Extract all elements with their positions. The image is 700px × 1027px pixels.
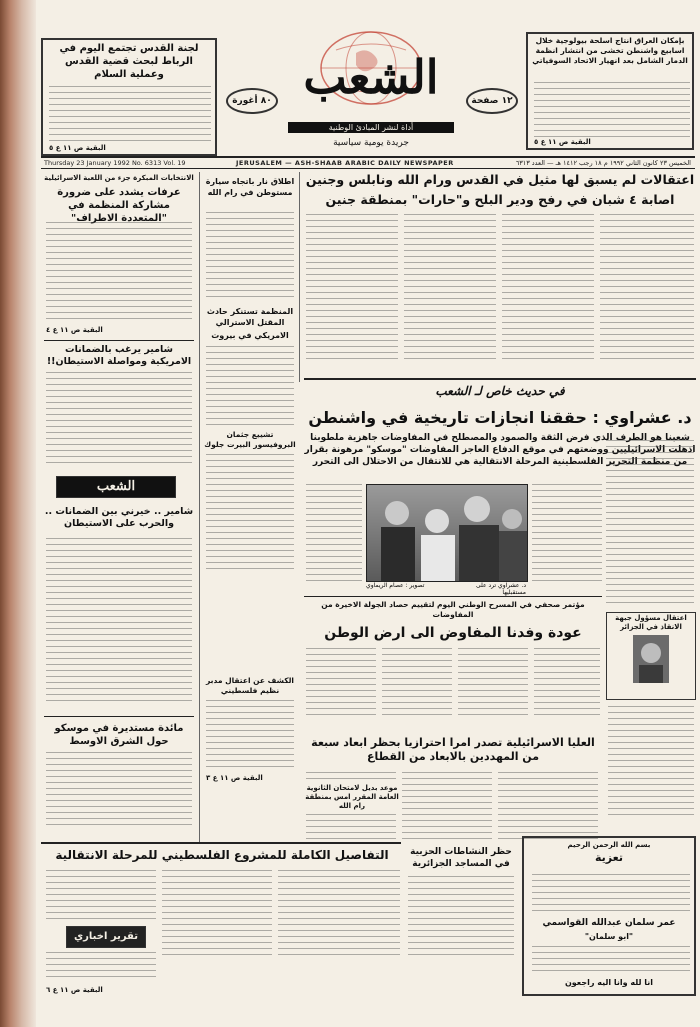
teaser-right: [526, 32, 694, 150]
court-headline: العليا الاسرائيلية تصدر امرا احترازيا بحظر ابعاد سبعة من المهددين بالابعاد من القطاع: [311, 736, 595, 763]
right-col-text-2: [608, 706, 694, 816]
newspaper-sheet: [36, 0, 700, 1027]
left-text-1: [46, 222, 192, 322]
left-headline-2: شامير يرغب بالضمانات الامريكية ومواصلة الاستيطان!!: [46, 344, 192, 367]
right-col-text-1: [606, 440, 694, 608]
return-text-3: [458, 648, 528, 720]
condolence-text-2: [532, 946, 690, 972]
main-story-col-3: [502, 214, 594, 364]
book-binding: [0, 0, 36, 1027]
bottom-more: البقية ص ١١ ع ٦: [46, 986, 103, 994]
bottom-headline: التفاصيل الكاملة للمشروع الفلسطيني للمرحلة الانتقالية: [55, 848, 389, 862]
court-text-3: [498, 772, 598, 842]
condolence-text: [532, 874, 690, 912]
condolence-nickname: "ابو سلمان": [584, 932, 634, 941]
return-headline: عودة وفدنا المفاوض الى ارض الوطن: [324, 625, 582, 641]
main-story-col-2: [404, 214, 496, 364]
middle-headline-6: موعد بديل لامتحان الثانوية العامة المقرر امس بمنطقة رام الله: [305, 784, 399, 810]
banner-rule: [304, 378, 696, 380]
teaser-left-text: [49, 86, 211, 144]
condolence-heading: بسم الله الرحمن الرحيم: [567, 841, 651, 849]
teaser-left-more: البقية ص ١١ ع ٥: [49, 144, 106, 152]
left-rule-1: [44, 340, 194, 341]
arrest-photo: [633, 635, 669, 683]
return-kicker: مؤتمر صحفي في المسرح الوطني اليوم لتقييم حصاد الجولة الاخيرة من المفاوضات: [321, 600, 585, 619]
left-headline-1: عرفات يشدد على ضرورة مشاركة المنظمة في "المتعددة الاطراف": [57, 187, 181, 224]
condolence-name: عمر سلمان عبدالله القواسمي: [542, 918, 676, 928]
return-rule: [304, 596, 602, 597]
arabic-date: الخميس ٢٣ كانون الثاني ١٩٩٢ م ١٨ رجب ١٤١٢ هـ — العدد ٦٣١٣: [515, 159, 691, 167]
return-text-4: [534, 648, 600, 720]
middle-text-1: [206, 212, 294, 302]
photo-caption: د. عشراوي ترد على مستقبليها: [475, 582, 526, 596]
left-headline-3: شامير .. خيرني بين الضمانات .. والحرب على الاستيطان: [44, 506, 194, 529]
bottom-text-3: [278, 870, 400, 960]
middle-more: البقية ص ١١ ع ٣: [206, 774, 263, 782]
condolence-verse: انا لله وانا اليه راجعون: [564, 978, 654, 987]
interview-headline: د. عشراوي : حققنا انجازات تاريخية في واشنطن: [308, 408, 692, 427]
strikes-text: [408, 876, 514, 956]
left-kicker: الانتخابات المبكرة جزء من اللعبة الاسرائيلية: [44, 174, 194, 182]
main-headline-line-2: اصابة ٤ شبان في رفح ودير البلح و"حارات" بمنطقة جنين: [325, 192, 675, 207]
editorial-box: تقرير اخباري: [66, 926, 146, 948]
masthead-rule-top: [41, 156, 695, 158]
interview-text-right: [532, 484, 602, 584]
main-headline-line-1: اعتقالات لم يسبق لها مثيل في القدس ورام الله ونابلس وجنين: [305, 172, 695, 187]
pages-count: ١٢ صفحة: [466, 88, 518, 114]
return-text-2: [382, 648, 452, 720]
main-story-col-1: [306, 214, 398, 364]
middle-text-2: [206, 346, 294, 426]
middle-headline-4: تشييع جثمان البروفيسور البيرت جلوك: [204, 430, 296, 449]
bottom-text-2: [162, 870, 272, 960]
condolence-box: [522, 836, 696, 996]
photo-credit: تصوير : عصام الريماوي: [366, 582, 425, 589]
section-banner: في حديث خاص لـ الشعب: [435, 384, 565, 398]
strikes-headline: حظر النشاطات الحزبية في المساجد الجزائرية: [410, 847, 512, 869]
main-story-col-4: [600, 214, 694, 364]
teaser-left-title: لجنة القدس تجتمع اليوم في الرباط لبحث قضية القدس وعملية السلام: [59, 43, 199, 80]
teaser-left: [41, 38, 217, 156]
left-text-4: [46, 752, 192, 830]
bottom-text-4: [46, 952, 156, 982]
portrait-icon: [633, 635, 669, 683]
bottom-text-1: [46, 870, 156, 924]
masthead-subtitle: جريدة يومية سياسية: [333, 138, 409, 148]
masthead-slogan: أداة لنشر المبادئ الوطنية: [288, 122, 454, 133]
left-more-1: البقية ص ١١ ع ٤: [46, 326, 103, 334]
middle-text-3: [206, 454, 294, 572]
middle-headline-3: الامريكي في بيروت: [211, 331, 289, 340]
condolence-title: تعزية: [595, 851, 623, 864]
people-photo-icon: [367, 485, 527, 581]
interview-subhead: شعبنا هو الطرف الذي فرض الثقة والصمود والمصطلح في المفاوضات جاهزية ملطوبنا اذهلت الاسرائيليين ووضعتهم في موقع الدفاع العاجز المفاوضات "موسكو" مرهونة بقرار من منظمة التحرير الفلسطينية المرحلة الانتقالية هي للانتقال من الاحتلال الى التحرر: [304, 433, 696, 467]
middle-headline-2: المنظمة تستنكر حادث المقتل الاسترالي: [206, 307, 294, 327]
middle-headline-1: اطلاق نار باتجاه سيارة مستوطن في رام الله: [205, 177, 295, 197]
left-text-2: [46, 372, 192, 464]
teaser-right-more: البقية ص ١١ ع ٥: [534, 138, 591, 146]
middle-col-divider: [299, 172, 300, 382]
arrest-box: [606, 612, 696, 700]
teaser-right-title: بإمكان العراق انتاج اسلحة بيولوجية خلال اسابيع واشنطن تخشى من انتشار انظمة الدمار الشامل بعد انهيار الاتحاد السوفياتي: [532, 36, 688, 65]
left-headline-4: مائدة مستديرة في موسكو حول الشرق الاوسط: [54, 723, 184, 747]
english-date: Thursday 23 January 1992 No. 6313 Vol. 19: [44, 159, 186, 167]
shaab-box: الشعب: [56, 476, 176, 498]
left-rule-2: [44, 716, 194, 717]
masthead-rule-bottom: [41, 168, 695, 169]
middle-headline-5: الكشف عن اعتقال مدبر نظيم فلسطيني: [206, 676, 294, 695]
masthead-logo: الشعب: [303, 50, 439, 104]
masthead-logo-area: [276, 28, 466, 148]
arrest-title: اعتقال مسؤول جبهة الانقاذ في الجزائر: [615, 614, 687, 631]
bottom-rule: [41, 842, 401, 844]
interview-photo: [366, 484, 528, 582]
court-text-2: [402, 772, 492, 842]
interview-text-left: [306, 484, 362, 584]
return-text-1: [306, 648, 376, 720]
left-col-divider: [199, 172, 200, 842]
english-name: JERUSALEM — ASH-SHAAB ARABIC DAILY NEWSPAPER: [236, 159, 454, 167]
middle-text-4: [206, 700, 294, 770]
left-text-3: [46, 538, 192, 706]
teaser-right-text: [534, 82, 690, 138]
price: ٨٠ أغورة: [226, 88, 278, 114]
